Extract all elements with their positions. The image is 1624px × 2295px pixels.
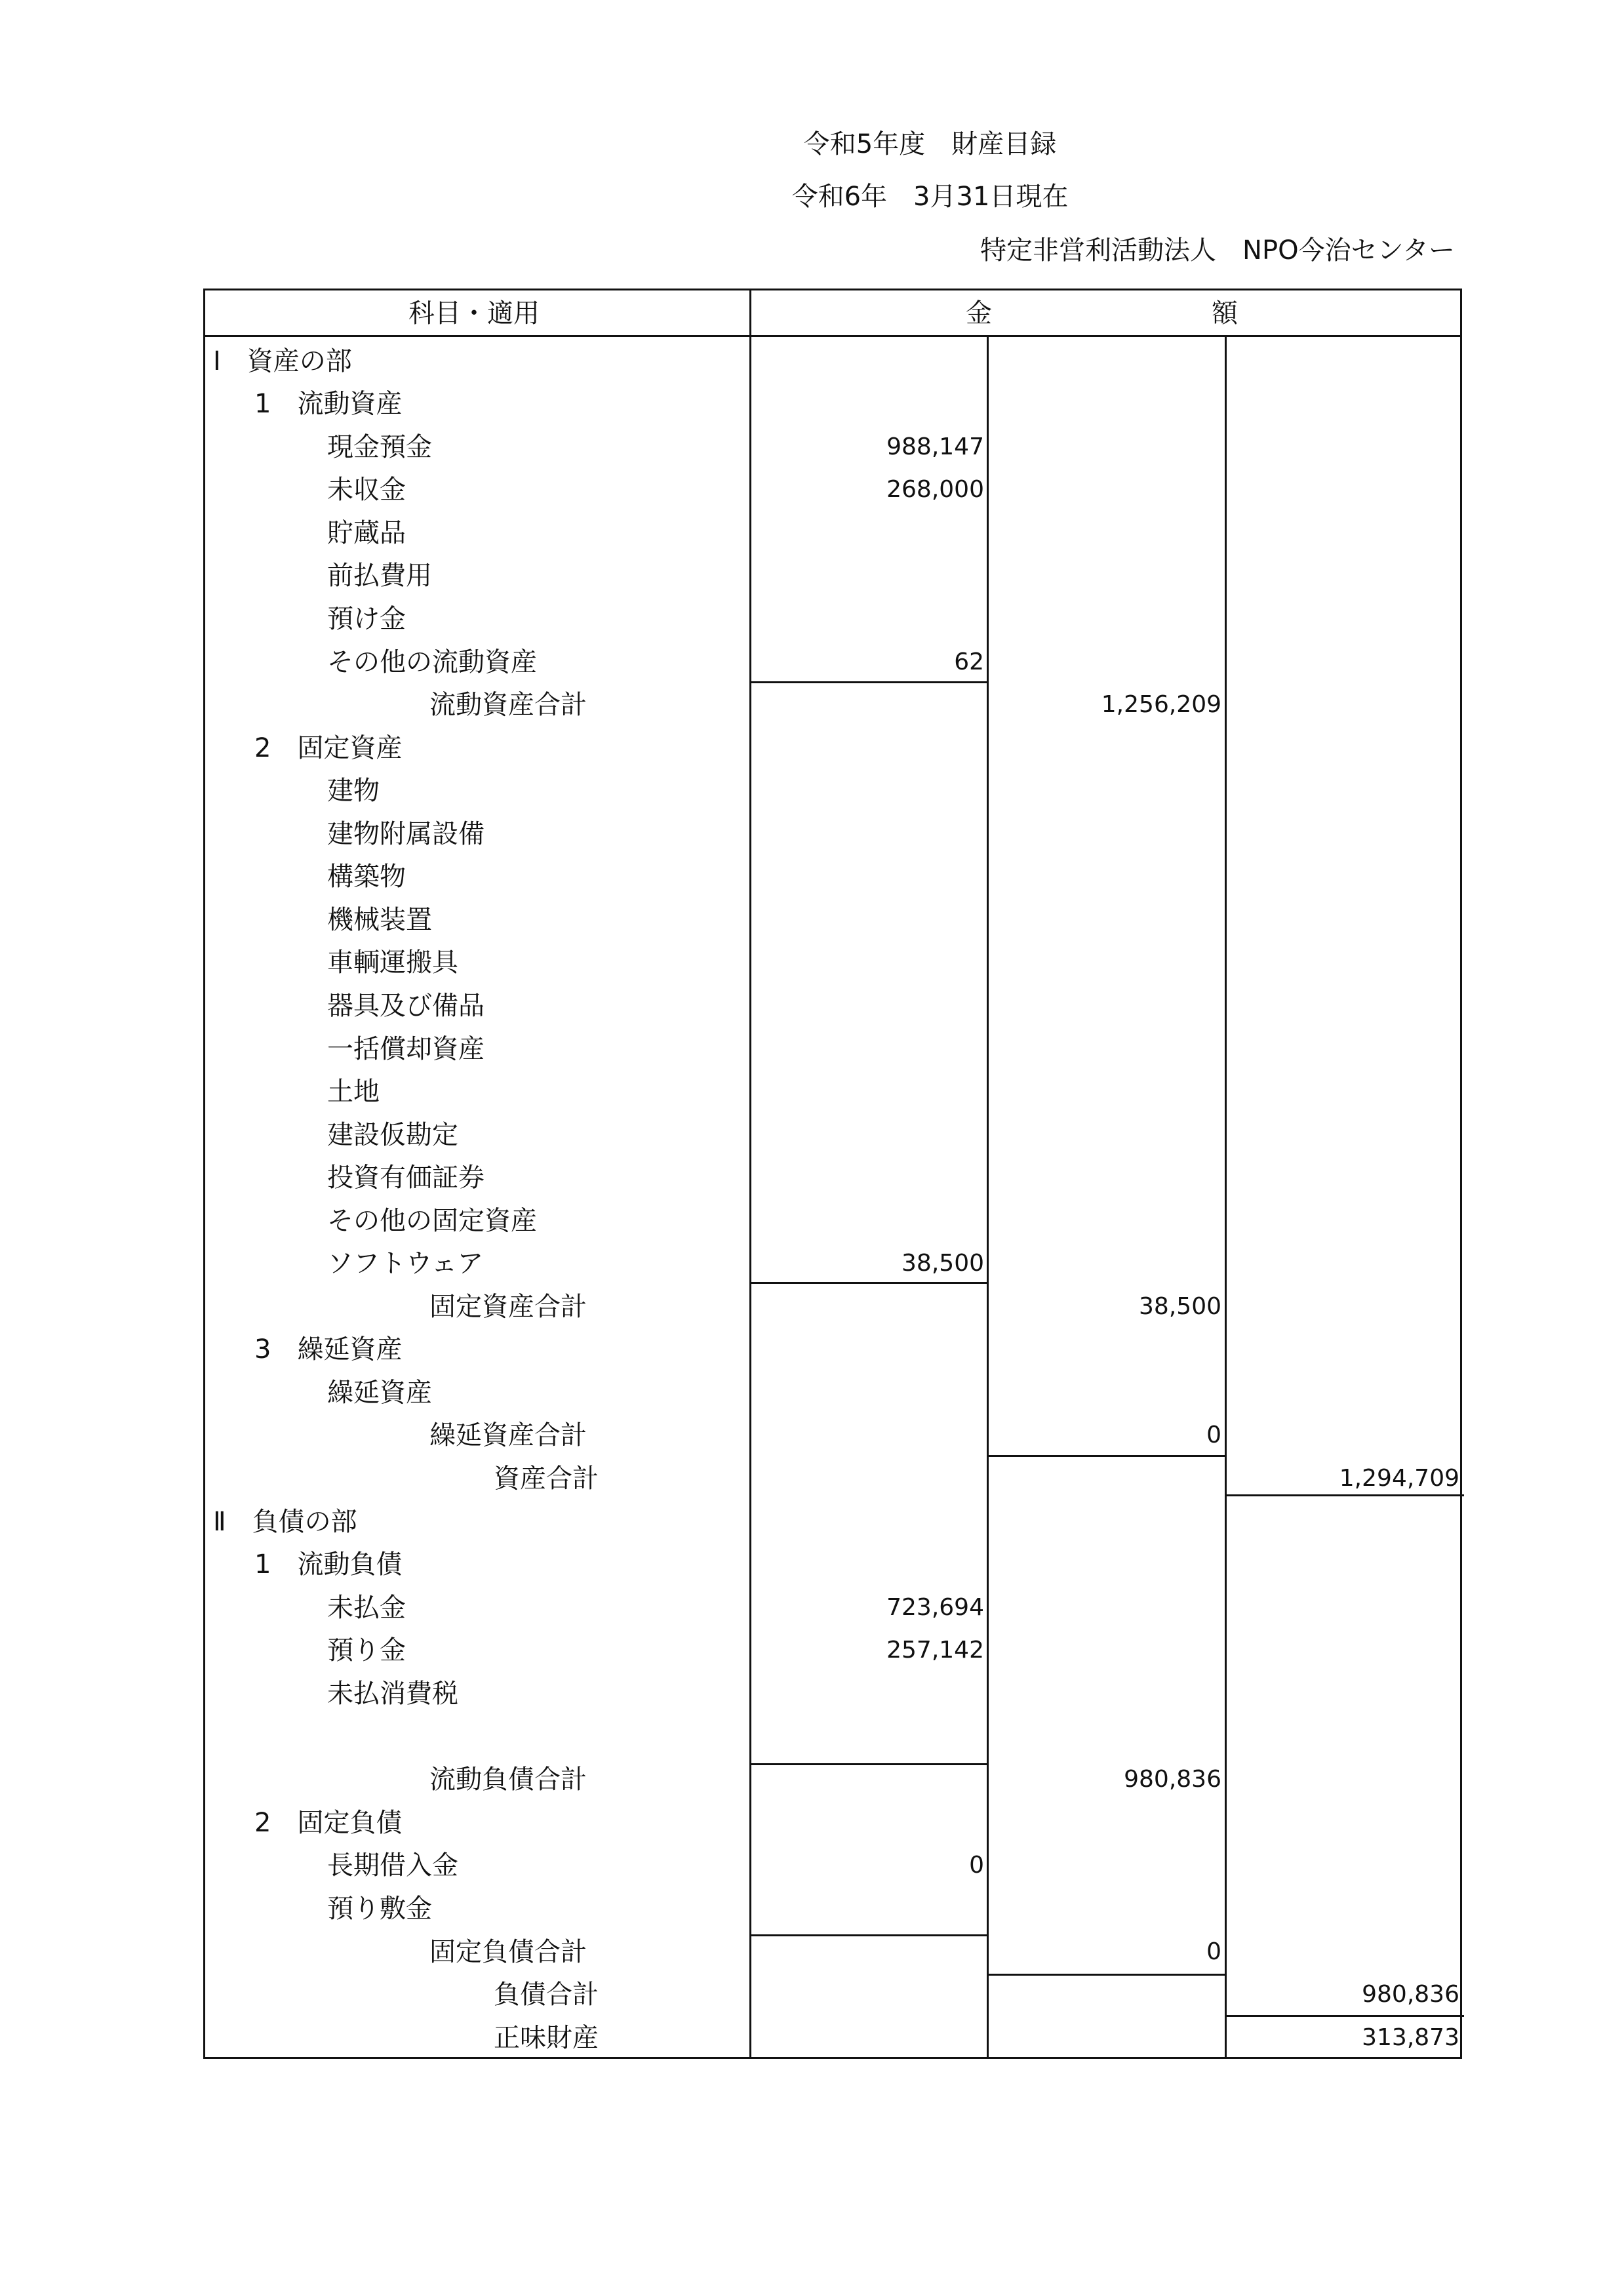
subtotal-rule [987,1455,1225,1457]
row-label: 構築物 [327,862,406,892]
row-label: 前払費用 [327,561,432,591]
amount-c1: 988,147 [886,433,984,460]
column-header-amount-left: 金 [966,298,992,329]
row-label: 長期借入金 [327,1850,458,1881]
row-label: 繰延資産 [327,1378,432,1408]
column-divider [749,290,751,2057]
row-label: 投資有価証券 [327,1163,485,1193]
amount-c2: 980,836 [1124,1766,1221,1793]
row-label: 車輌運搬具 [327,948,458,978]
amount-c1: 723,694 [886,1594,984,1621]
row-label: 器具及び備品 [327,991,485,1021]
amount-c1: 38,500 [901,1250,984,1277]
row-label: Ⅱ 負債の部 [213,1507,357,1537]
row-label: 現金預金 [327,432,432,462]
amount-c1: 0 [969,1852,984,1879]
organization-name: 特定非営利活動法人 NPO今治センター [980,235,1455,266]
row-label: 預け金 [327,604,406,634]
amount-c2: 38,500 [1139,1293,1221,1320]
column-divider [1225,335,1227,2057]
amount-c1: 268,000 [886,476,984,503]
row-label: 負債合計 [494,1980,599,2010]
row-label: その他の固定資産 [327,1206,537,1236]
amount-c3: 1,294,709 [1339,1465,1459,1492]
row-label: 1 流動負債 [254,1549,403,1580]
row-label: 正味財産 [494,2023,599,2053]
subtotal-rule [749,1934,987,1936]
amount-c2: 0 [1206,1938,1221,1965]
row-label: 固定資産合計 [429,1292,587,1322]
row-label: 流動負債合計 [429,1765,587,1795]
column-header-item: 科目・適用 [408,298,540,329]
row-label: 一括償却資産 [327,1034,485,1064]
header-divider [205,335,1460,337]
row-label: 建設仮勘定 [327,1120,458,1150]
row-label: 建物附属設備 [327,819,485,849]
amount-c2: 1,256,209 [1101,691,1221,718]
row-label: 1 流動資産 [254,389,403,419]
subtotal-rule [749,1763,987,1765]
row-label: 2 固定資産 [254,733,403,763]
row-label: 未収金 [327,475,406,505]
row-label: 機械装置 [327,905,432,935]
row-label: ソフトウェア [327,1248,484,1279]
amount-c1: 62 [954,649,984,675]
row-label: 未払消費税 [327,1679,458,1709]
row-label: 2 固定負債 [254,1808,403,1838]
amount-c3: 313,873 [1362,2024,1459,2051]
row-label: 資産合計 [494,1464,599,1494]
as-of-date: 令和6年 3月31日現在 [791,182,1069,212]
row-label: 貯蔵品 [327,518,406,548]
row-label: 繰延資産合計 [429,1420,587,1450]
amount-c1: 257,142 [886,1637,984,1664]
amount-c2: 0 [1206,1422,1221,1448]
row-label: 流動資産合計 [429,690,587,720]
row-label: 建物 [327,776,380,806]
row-label: 3 繰延資産 [254,1334,403,1365]
column-header-amount-right: 額 [1212,298,1238,329]
document-title: 令和5年度 財産目録 [803,129,1057,159]
row-label: 未払金 [327,1593,406,1623]
row-label: 預り金 [327,1635,406,1666]
row-label: その他の流動資産 [327,647,537,677]
amount-c3: 980,836 [1362,1981,1459,2008]
row-label: 土地 [327,1077,380,1107]
column-divider [987,335,989,2057]
row-label: 預り敷金 [327,1894,432,1924]
row-label: 固定負債合計 [429,1937,587,1967]
row-label: Ⅰ 資産の部 [213,346,352,376]
inventory-table [203,289,1462,2059]
subtotal-rule [987,1974,1225,1976]
subtotal-rule [1225,2015,1464,2017]
